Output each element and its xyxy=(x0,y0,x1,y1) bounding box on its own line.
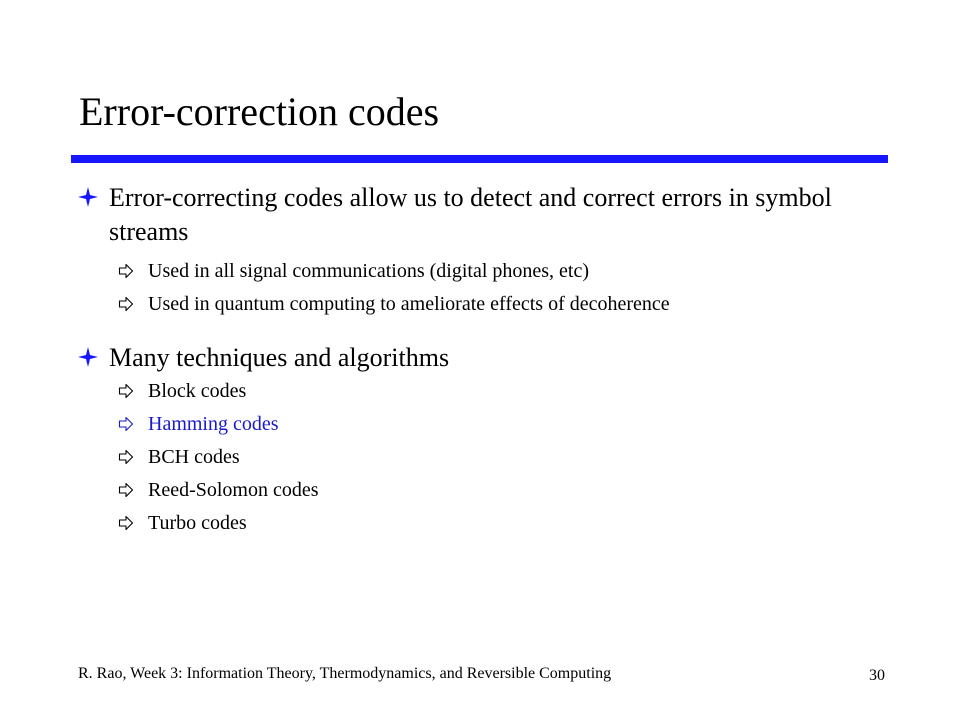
outline-arrow-icon xyxy=(118,383,134,399)
outline-arrow-icon xyxy=(118,449,134,465)
title-underline xyxy=(71,155,888,163)
sub-item-text: Turbo codes xyxy=(148,512,247,534)
page-number: 30 xyxy=(869,667,885,684)
four-point-star-icon xyxy=(78,187,98,207)
sub-item-text: Used in quantum computing to ameliorate effects of decoherence xyxy=(148,293,670,315)
sub-item-text: Reed-Solomon codes xyxy=(148,479,319,501)
outline-arrow-icon xyxy=(118,263,134,279)
outline-arrow-icon xyxy=(118,296,134,312)
four-point-star-icon xyxy=(78,347,98,367)
outline-arrow-icon xyxy=(118,482,134,498)
sub-item-text: BCH codes xyxy=(148,446,240,468)
outline-arrow-icon xyxy=(118,515,134,531)
sub-item-text: Used in all signal communications (digital phones, etc) xyxy=(148,260,590,282)
outline-arrow-icon xyxy=(118,416,134,432)
hamming-codes-link[interactable]: Hamming codes xyxy=(148,413,279,435)
slide-footer: R. Rao, Week 3: Information Theory, Thermodynamics, and Reversible Computing xyxy=(78,665,612,682)
slide-title: Error-correction codes xyxy=(79,89,440,134)
bullet-error-correcting-codes xyxy=(78,181,898,249)
bullet-text: Error-correcting codes allow us to detect and correct errors in symbol streams xyxy=(109,183,832,246)
bullet-text: Many techniques and algorithms xyxy=(109,343,450,372)
bullet-techniques xyxy=(78,341,898,375)
sub-item-text: Block codes xyxy=(148,380,247,402)
